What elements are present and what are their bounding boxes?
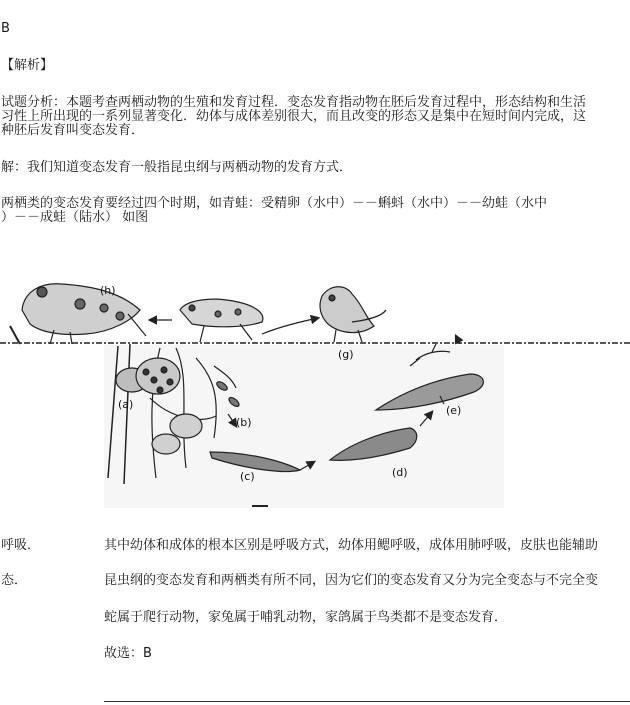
frog-life-cycle-figure [0,248,630,510]
label-a: (a) [118,398,134,411]
young-frog [180,299,263,342]
frog-process-line-1: 两栖类的变态发育要经过四个时期，如青蛙：受精卵（水中）－－蝌蚪（水中）－－幼蛙（水中 [1,196,548,211]
label-c: (c) [240,470,255,483]
analysis-line-2: 习性上所出现的一系列显著变化．幼体与成体差别很大，而且改变的形态又是集中在短时间内完成，这 [1,109,587,124]
analysis-heading: 【解析】 [1,58,54,73]
divider-line [104,701,630,702]
froglet-g [320,287,386,342]
statement-a-text: 其中幼体和成体的根本区别是呼吸方式，幼体用鳃呼吸，成体用肺呼吸，皮肤也能辅助 [104,538,599,553]
label-b: (b) [236,416,252,429]
answer-text: B [1,21,10,36]
statement-c-text: 蛇属于爬行动物，家兔属于哺乳动物，家鸽属于鸟类都不是变态发育． [104,610,508,625]
label-h: (h) [100,284,116,297]
statement-a-fragment: 呼吸． [1,538,41,553]
analysis-line-3: 种胚后发育叫变态发育． [1,123,145,138]
label-d: (d) [392,466,408,479]
label-e: (e) [446,404,462,417]
solution-intro: 解：我们知道变态发育一般指昆虫纲与两栖动物的发育方式． [1,160,353,175]
frog-process-line-2: ）－－成蛙（陆水） 如图 [1,210,149,225]
analysis-line-1: 试题分析：本题考查两栖动物的生殖和发育过程．变态发育指动物在胚后发育过程中，形态结构和生活 [1,95,587,110]
statement-b-text: 昆虫纲的变态发育和两栖类有所不同，因为它们的变态发育又分为完全变态与不完全变 [104,573,599,588]
label-g: (g) [338,348,354,361]
statement-b-fragment: 态． [1,573,28,588]
adult-frog-h [10,284,146,344]
conclusion-text: 故选：B [104,646,152,661]
